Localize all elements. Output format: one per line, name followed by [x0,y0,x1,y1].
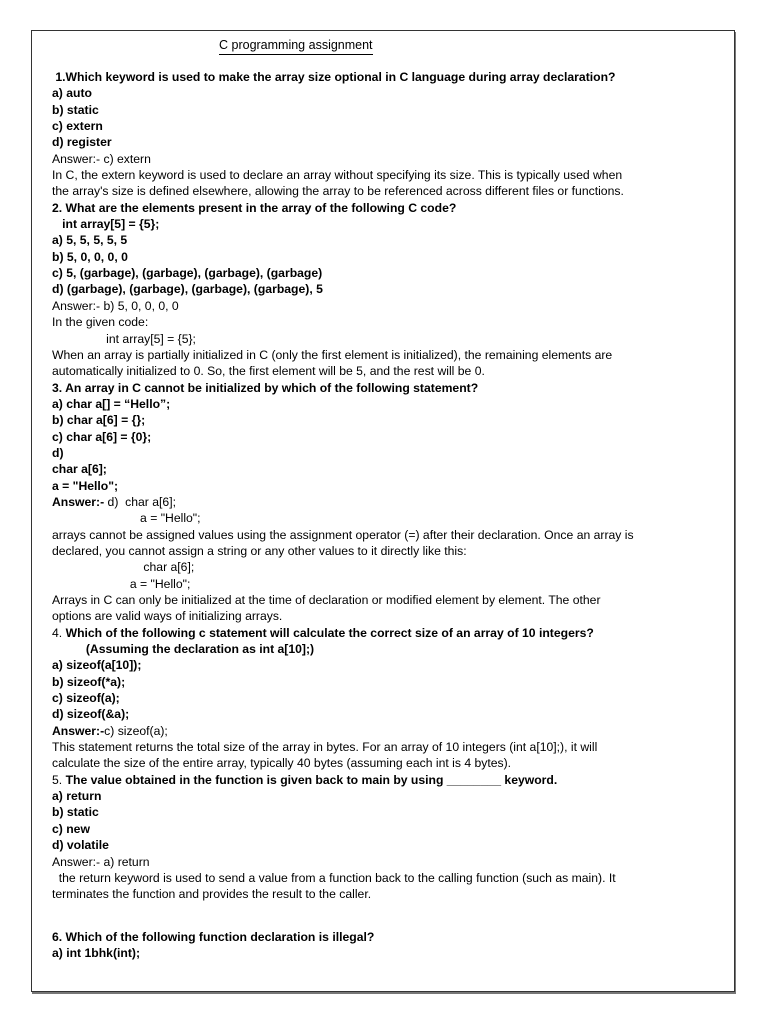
q3-answer-text: d) char a[6]; [104,494,176,509]
q4-explanation-line: calculate the size of the entire array, typically 40 bytes (assuming each int is 4 bytes). [52,756,512,771]
q1-explanation-line: In C, the extern keyword is used to declare an array without specifying its size. This is typically used when [52,168,623,183]
q3-code-line: char a[6]; [52,560,195,575]
q4-answer-text: c) sizeof(a); [104,723,168,738]
q4-answer-label: Answer:- [52,723,105,738]
q2-explanation-line: When an array is partially initialized in C (only the first element is initialized), the remaining elements are [52,347,613,362]
q3-option-d-line: a = "Hello"; [52,478,119,493]
q3-option-b: b) char a[6] = {}; [52,413,146,428]
q4-question-cont: (Assuming the declaration as int a[10];) [52,642,315,657]
q4-option-a: a) sizeof(a[10]); [52,658,142,673]
q4-option-c: c) sizeof(a); [52,691,120,706]
q4-answer [52,723,722,739]
q4-question [52,625,722,641]
q5-option-b: b) static [52,805,99,820]
q1-question: 1.Which keyword is used to make the array size optional in C language during array declaration? [52,70,616,84]
q5-question-number: 5. [52,772,66,787]
q1-option-d: d) register [52,135,112,150]
q1-option-c: c) extern [52,119,103,134]
q1-explanation-line: the array's size is defined elsewhere, allowing the array to be referenced across different files or functions. [52,184,624,199]
q4-option-d: d) sizeof(&a); [52,707,130,722]
document-body [52,69,722,961]
q2-given-code-label: In the given code: [52,315,149,330]
q3-option-c: c) char a[6] = {0}; [52,429,152,444]
q6-option-a: a) int 1bhk(int); [52,945,141,960]
q2-given-code: int array[5] = {5}; [52,331,196,346]
q3-option-d-line: char a[6]; [52,462,107,477]
q5-question [52,772,722,788]
q2-question: 2. What are the elements present in the array of the following C code? [52,200,457,215]
q1-answer: Answer:- c) extern [52,151,151,166]
q3-option-d: d) [52,445,64,460]
q3-explanation2-line: Arrays in C can only be initialized at the time of declaration or modified element by element. The other [52,593,601,607]
q3-option-a: a) char a[] = “Hello”; [52,396,171,411]
q4-explanation-line: This statement returns the total size of the array in bytes. For an array of 10 integers (int a[10];), it will [52,740,598,755]
q3-answer-label: Answer:- [52,494,105,509]
q5-question-text: The value obtained in the function is given back to main by using ________ keyword. [65,772,558,787]
spacer [52,903,722,929]
q3-question: 3. An array in C cannot be initialized by which of the following statement? [52,380,479,395]
q3-explanation-line: arrays cannot be assigned values using the assignment operator (=) after their declaration. Once an array is [52,527,634,542]
q4-option-b: b) sizeof(*a); [52,674,126,689]
q1-option-a: a) auto [52,86,92,101]
q4-question-text: Which of the following c statement will calculate the correct size of an array of 10 integers? [65,625,594,640]
q6-question: 6. Which of the following function declaration is illegal? [52,929,375,944]
q3-answer [52,494,722,510]
q3-code-line: a = "Hello"; [52,576,191,591]
q3-answer-cont: a = "Hello"; [52,511,201,526]
q5-option-d: d) volatile [52,838,109,853]
q2-option-b: b) 5, 0, 0, 0, 0 [52,249,128,264]
q5-answer: Answer:- a) return [52,854,150,869]
q5-explanation-line: terminates the function and provides the result to the caller. [52,887,372,902]
q1-option-b: b) static [52,102,99,117]
q5-explanation-line: the return keyword is used to send a value from a function back to the calling function (such as main). It [52,870,616,885]
q2-option-c: c) 5, (garbage), (garbage), (garbage), (garbage) [52,266,323,281]
q2-option-d: d) (garbage), (garbage), (garbage), (garbage), 5 [52,282,323,297]
q5-option-a: a) return [52,789,102,804]
q4-question-number: 4. [52,625,66,640]
q2-explanation-line: automatically initialized to 0. So, the first element will be 5, and the rest will be 0. [52,364,485,379]
document-title: C programming assignment [219,37,373,55]
q2-code: int array[5] = {5}; [52,217,160,232]
q2-option-a: a) 5, 5, 5, 5, 5 [52,233,128,248]
q3-explanation2-line: options are valid ways of initializing arrays. [52,609,283,624]
q3-explanation-line: declared, you cannot assign a string or any other values to it directly like this: [52,543,467,558]
q5-option-c: c) new [52,821,90,836]
q2-answer: Answer:- b) 5, 0, 0, 0, 0 [52,298,179,313]
